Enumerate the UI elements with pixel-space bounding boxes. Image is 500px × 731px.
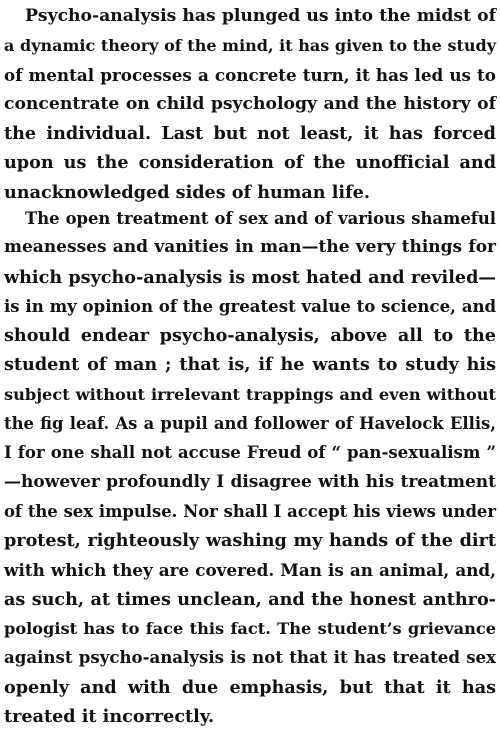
text-line: meanesses and vanities in man—the very things for <box>4 237 496 258</box>
text-line: which psycho-analysis is most hated and reviled— <box>4 266 496 288</box>
text-line: is in my opinion of the greatest value to science, and <box>4 295 497 316</box>
text-line: pologist has to face this fact. The student’s grievance <box>4 619 496 639</box>
text-line: a dynamic theory of the mind, it has given to the study <box>4 36 496 56</box>
text-line: student of man ; that is, if he wants to study his <box>4 354 496 376</box>
text-line: The open treatment of sex and of various shameful <box>25 209 496 228</box>
text-line: the individual. Last but not least, it has forced <box>4 123 496 145</box>
paragraph <box>4 204 496 731</box>
text-line: of mental processes a concrete turn, it has led us to <box>4 64 496 85</box>
text-line: against psycho-analysis is not that it has treated sex <box>4 647 496 668</box>
text-line: openly and with due emphasis, but that it has <box>4 676 496 698</box>
text-line: of the sex impulse. Nor shall I accept his views under <box>4 501 496 521</box>
text-line: concentrate on child psychology and the history of <box>4 93 496 114</box>
text-line: with which they are covered. Man is an animal, and, <box>4 559 496 580</box>
text-line: I for one shall not accuse Freud of “ pan-sexualism ” <box>4 442 496 463</box>
text-line: —however profoundly I disagree with his treatment <box>4 471 496 492</box>
text-line: as such, at times unclean, and the honest anthro- <box>4 588 496 610</box>
text-line: treated it incorrectly. <box>4 706 215 728</box>
text-line: protest, righteously washing my hands of the dirt <box>4 530 496 552</box>
paragraph <box>4 2 496 207</box>
text-line: should endear psycho-analysis, above all to the <box>4 325 496 347</box>
text-line: subject without irrelevant trappings and even without <box>4 384 496 404</box>
text-line: upon us the consideration of the unofficial and <box>4 152 496 174</box>
text-line: unacknowledged sides of human life. <box>4 181 370 203</box>
text-line: the fig leaf. As a pupil and follower of Havelock Ellis, <box>4 414 496 434</box>
text-line: Psycho-analysis has plunged us into the midst of <box>25 6 496 26</box>
